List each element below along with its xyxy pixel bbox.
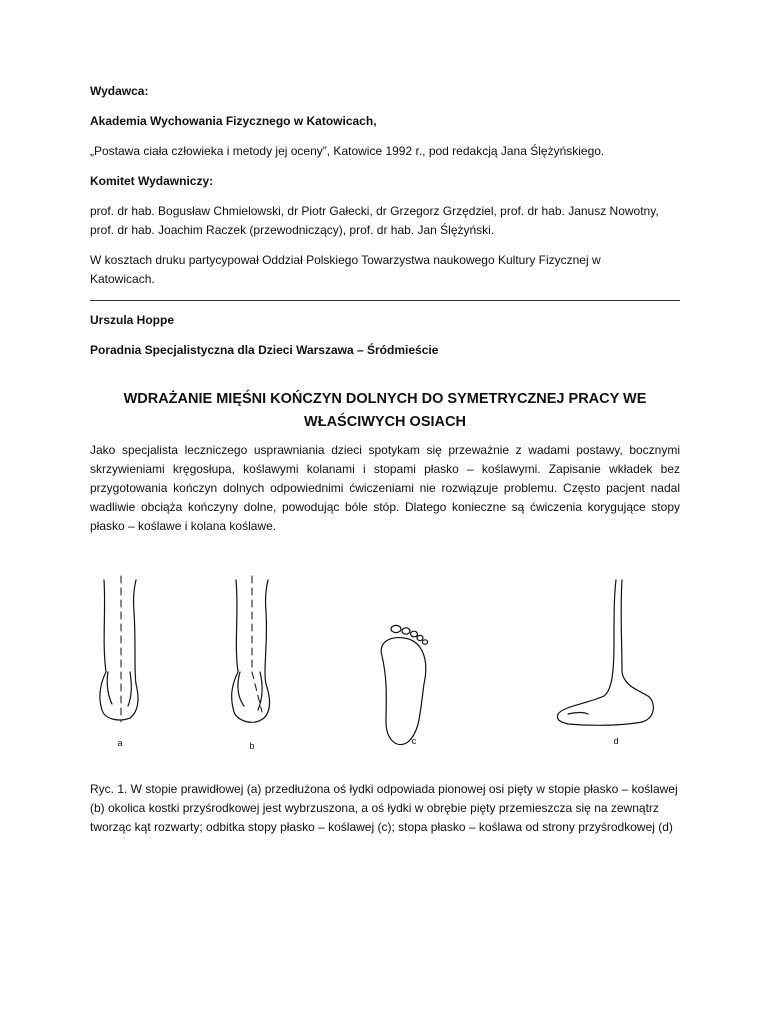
- article-intro: Jako specjalista leczniczego usprawniania dzieci spotykam się przeważnie z wadami postawy, bocznymi skrzywieniami kręgosłupa, koślawymi kolanami i stopami płasko – koślawymi. Zapisanie wkładek bez przygotowania kończyn dolnych odpowiednimi ćwiczeniami nie rozwiązuje problemu. Często pacjent nadal wadliwie obciąża kończyny dolne, powodując bóle stóp. Dlatego konieczne są ćwiczenia korygujące stopy płasko – koślawe i kolana koślawe.: [90, 443, 680, 533]
- document-page: [90, 82, 680, 547]
- publisher-name: Akademia Wychowania Fizycznego w Katowicach,: [90, 114, 377, 128]
- label-a: a: [117, 738, 123, 748]
- committee-label: Komitet Wydawniczy:: [90, 174, 214, 188]
- section-divider: [90, 300, 680, 301]
- article-affiliation: Poradnia Specjalistyczna dla Dzieci Warszawa – Śródmieście: [90, 343, 439, 357]
- committee-members: prof. dr hab. Bogusław Chmielowski, dr Piotr Gałecki, dr Grzegorz Grzędziel, prof. dr hab. Janusz Nowotny, prof. dr hab. Joachim Raczek (przewodniczący), prof. dr hab. Jan Ślężyński.: [90, 204, 659, 237]
- drawing-a-normal-foot: [100, 576, 138, 722]
- funding-note: W kosztach druku partycypował Oddział Polskiego Towarzystwa naukowego Kultury Fizycznej w Katowicach.: [90, 253, 601, 286]
- label-b: b: [249, 741, 255, 751]
- article-author: Urszula Hoppe: [90, 313, 175, 327]
- figure-caption: Ryc. 1. W stopie prawidłowej (a) przedłużona oś łydki odpowiada pionowej osi pięty w stopie płasko – koślawej (b) okolica kostki przyśrodkowej jest wybrzuszona, a oś łydki w obrębie pięty przemieszcza się na zewnątrz tworząc kąt rozwarty; odbitka stopy płasko – koślawej (c); stopa płasko – koślawa od strony przyśrodkowej (d): [90, 782, 678, 834]
- drawing-d-side-view-foot: [557, 580, 653, 725]
- publication-info: „Postawa ciała człowieka i metody jej oceny”, Katowice 1992 r., pod redakcją Jana Ślężyńskiego.: [90, 144, 605, 158]
- drawing-b-valgus-foot: [232, 576, 270, 722]
- publisher-label: Wydawca:: [90, 84, 149, 98]
- label-c: c: [411, 736, 417, 746]
- article-title: WDRAŻANIE MIĘŚNI KOŃCZYN DOLNYCH DO SYMETRYCZNEJ PRACY WE WŁAŚCIWYCH OSIACH: [123, 391, 647, 430]
- drawing-c-footprint: [381, 625, 427, 744]
- label-d: d: [613, 736, 619, 746]
- figure-foot-drawings: [90, 572, 680, 752]
- foot-drawings-svg: [90, 572, 680, 752]
